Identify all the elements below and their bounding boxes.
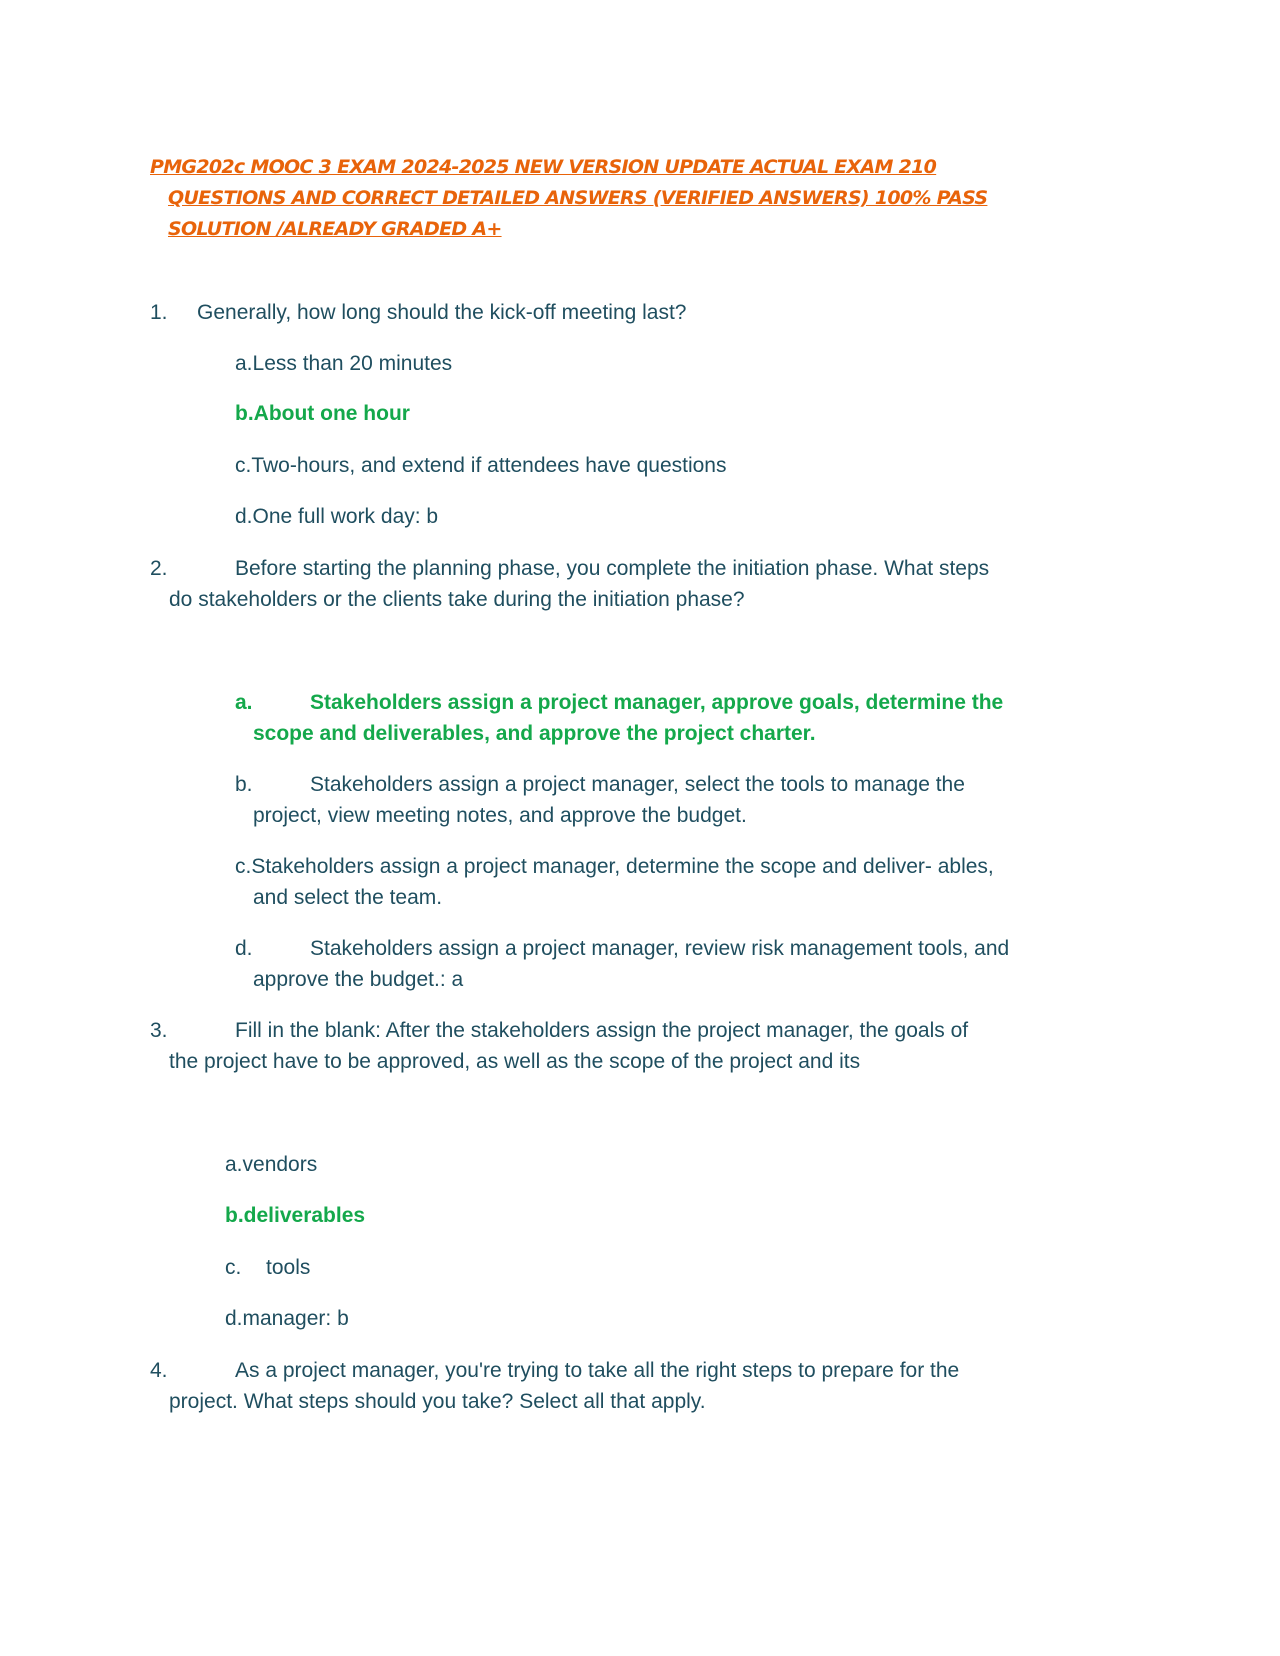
question-1-option-a: a.Less than 20 minutes (235, 352, 453, 375)
question-4-number: 4. (150, 1359, 168, 1382)
question-1-number: 1. (150, 301, 168, 324)
question-2-line-2: do stakeholders or the clients take during the initiation phase? (169, 588, 745, 611)
question-1-option-d: d.One full work day: b (235, 505, 439, 528)
question-2-option-c-line-1: c.Stakeholders assign a project manager, determine the scope and deliver- ables, (235, 855, 994, 878)
question-3-option-c-label: c. (225, 1256, 242, 1279)
question-2-option-b-line-1: Stakeholders assign a project manager, select the tools to manage the (310, 773, 965, 796)
title-line-1: PMG202c MOOC 3 EXAM 2024-2025 NEW VERSION UPDATE ACTUAL EXAM 210 (150, 156, 937, 178)
question-4-line-1: As a project manager, you're trying to take all the right steps to prepare for the (235, 1359, 960, 1382)
question-2-option-d-label: d. (235, 937, 253, 960)
question-3-number: 3. (150, 1019, 168, 1042)
question-2-option-b-label: b. (235, 773, 253, 796)
document-title (150, 152, 1030, 245)
question-2-number: 2. (150, 557, 168, 580)
question-2-option-c-line-2: and select the team. (253, 886, 443, 909)
title-line-3: SOLUTION /ALREADY GRADED A+ (168, 218, 502, 240)
question-1-text: Generally, how long should the kick-off meeting last? (197, 301, 687, 324)
title-line-2: QUESTIONS AND CORRECT DETAILED ANSWERS (VERIFIED ANSWERS) 100% PASS (168, 187, 988, 209)
question-2-line-1: Before starting the planning phase, you complete the initiation phase. What steps (235, 557, 990, 580)
question-3-line-1: Fill in the blank: After the stakeholders assign the project manager, the goals of (235, 1019, 969, 1042)
question-2-option-d-line-1: Stakeholders assign a project manager, review risk management tools, and (310, 937, 1010, 960)
question-1-option-c: c.Two-hours, and extend if attendees have questions (235, 454, 727, 477)
question-2-option-a-label: a. (235, 691, 253, 714)
question-1-option-b-correct: b.About one hour (235, 402, 410, 425)
question-4-line-2: project. What steps should you take? Select all that apply. (169, 1390, 706, 1413)
question-3-line-2: the project have to be approved, as well as the scope of the project and its (169, 1050, 861, 1073)
question-3-option-d: d.manager: b (225, 1307, 349, 1330)
question-2-option-a-line-2: scope and deliverables, and approve the project charter. (253, 722, 816, 745)
question-3-option-c-text: tools (266, 1256, 311, 1279)
question-2-option-b-line-2: project, view meeting notes, and approve the budget. (253, 804, 747, 827)
question-3-option-b-correct: b.deliverables (225, 1204, 366, 1227)
question-3-option-a: a.vendors (225, 1153, 318, 1176)
question-2-option-a-line-1: Stakeholders assign a project manager, approve goals, determine the (310, 691, 1004, 714)
question-2-option-d-line-2: approve the budget.: a (253, 968, 464, 991)
